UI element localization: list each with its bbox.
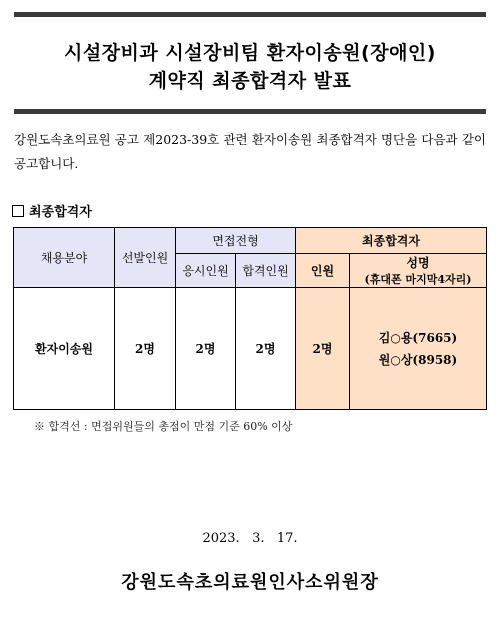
announcement-body: 강원도속초의료원 공고 제2023-39호 관련 환자이송원 최종합격자 명단을 다음과 같이 공고합니다. xyxy=(14,132,486,171)
cell-field: 환자이송원 xyxy=(14,288,115,410)
cell-count: 2명 xyxy=(296,288,350,410)
header-final: 최종합격자 xyxy=(296,228,487,254)
section-title: 최종합격자 xyxy=(29,205,92,220)
passer-name: 김○용(7665) xyxy=(378,330,458,345)
section-heading xyxy=(12,201,92,220)
header-quota: 선발인원 xyxy=(115,228,176,288)
announcement-date: 2023. 3. 17. xyxy=(202,531,298,546)
cell-passed: 2명 xyxy=(236,288,296,410)
cell-names xyxy=(350,288,487,410)
header-field: 채용분야 xyxy=(14,228,115,288)
bottom-rule xyxy=(14,109,486,114)
issuer: 강원도속초의료원인사소위원장 xyxy=(121,572,379,593)
header-applicants: 응시인원 xyxy=(176,254,236,288)
result-table xyxy=(13,227,487,410)
header-name-label: 성명 xyxy=(406,256,430,270)
header-name xyxy=(350,254,487,288)
header-interview: 면접전형 xyxy=(176,228,296,254)
passing-criteria-note: ※ 합격선 : 면접위원들의 총점이 만점 기준 60% 이상 xyxy=(34,420,293,433)
announcement-title-line2: 계약직 최종합격자 발표 xyxy=(148,70,352,92)
header-passed: 합격인원 xyxy=(236,254,296,288)
announcement-title-line1: 시설장비과 시설장비팀 환자이송원(장애인) xyxy=(64,42,436,64)
cell-quota: 2명 xyxy=(115,288,176,410)
header-count: 인원 xyxy=(296,254,350,288)
top-rule xyxy=(14,12,486,17)
header-name-note: (휴대폰 마지막4자리) xyxy=(364,273,472,286)
cell-applicants: 2명 xyxy=(176,288,236,410)
checkbox-icon xyxy=(12,205,24,217)
passer-name: 원○상(8958) xyxy=(378,352,458,367)
